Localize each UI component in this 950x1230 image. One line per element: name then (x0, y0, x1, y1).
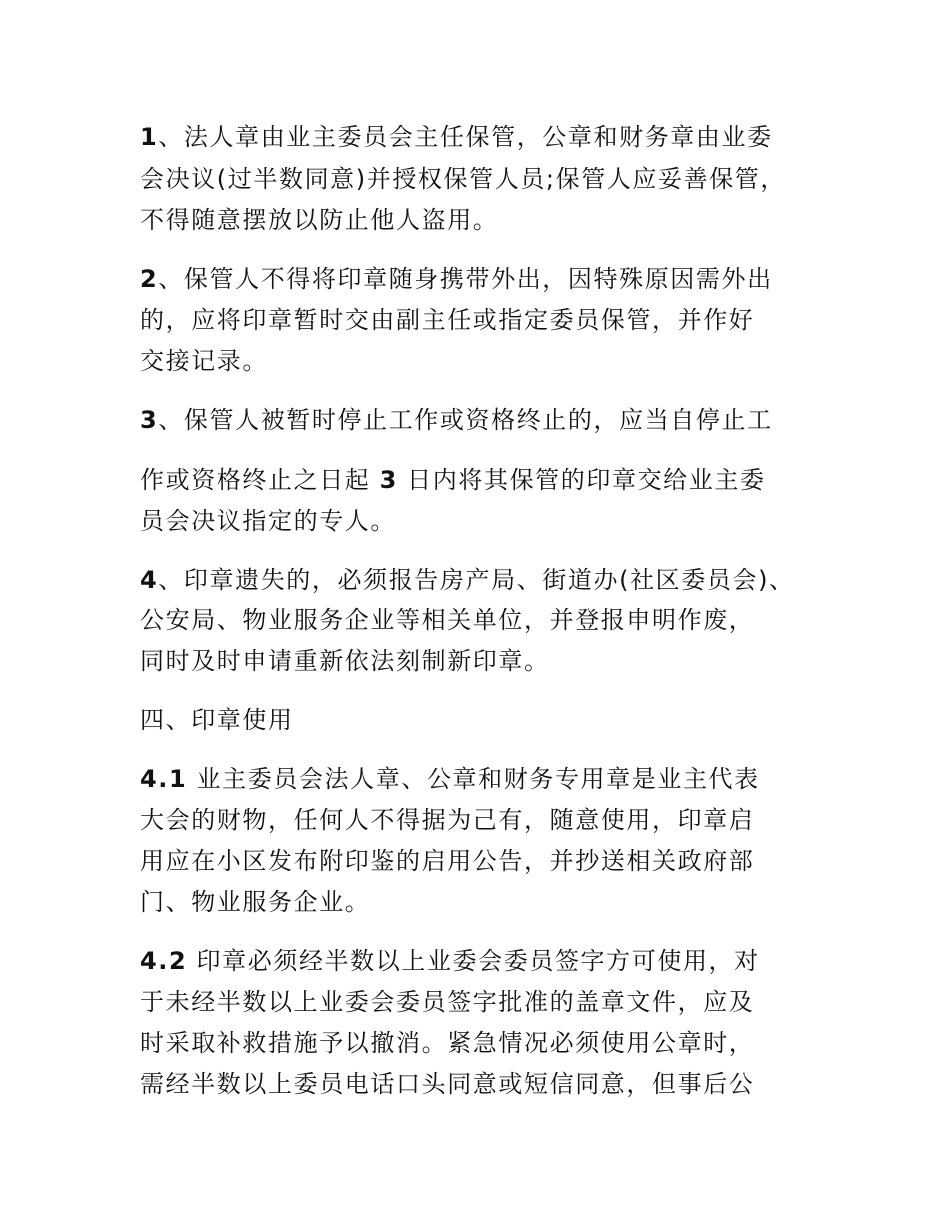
clause-3-text: 、保管人被暂时停止工作或资格终止的，应当自停止工 (158, 406, 773, 434)
clause-3-text-b: 日内将其保管的印章交给业主委 (397, 466, 766, 494)
clause-4-number: 4 (140, 566, 159, 594)
clause-1-line-1 (140, 122, 773, 152)
clause-2-line-2: 的，应将印章暂时交由副主任或指定委员保管，并作好 (140, 306, 755, 334)
clause-2-text: 、保管人不得将印章随身携带外出，因特殊原因需外出 (158, 265, 773, 293)
clause-3-line-1 (140, 405, 773, 435)
clause-4-2-line-4: 需经半数以上委员电话口头同意或短信同意，但事后公 (140, 1070, 755, 1098)
clause-4-1-line-3: 用应在小区发布附印鉴的启用公告，并抄送相关政府部 (140, 847, 755, 875)
clause-4-text: 、印章遗失的，必须报告房产局、街道办(社区委员会)、 (158, 566, 795, 594)
clause-1-number: 1 (140, 123, 159, 151)
clause-2-number: 2 (140, 265, 159, 293)
section-heading: 四、印章使用 (140, 706, 294, 734)
clause-4-2-line-1 (140, 946, 760, 976)
clause-4-1-line-1 (140, 764, 760, 794)
clause-2-line-3: 交接记录。 (140, 347, 268, 375)
clause-3-line-3: 员会决议指定的专人。 (140, 507, 396, 535)
clause-1-line-2: 会决议(过半数同意)并授权保管人员;保管人应妥善保管， (140, 165, 787, 193)
clause-3-number: 3 (140, 406, 159, 434)
clause-4-line-2: 公安局、物业服务企业等相关单位，并登报申明作废， (140, 606, 755, 634)
clause-4-line-3: 同时及时申请重新依法刻制新印章。 (140, 647, 550, 675)
clause-4-2-number: 4.2 (140, 947, 188, 975)
clause-4-1-number: 4.1 (140, 765, 188, 793)
clause-1-line-3: 不得随意摆放以防止他人盗用。 (140, 206, 499, 234)
clause-2-line-1 (140, 264, 773, 294)
clause-4-1-line-4: 门、物业服务企业。 (140, 888, 371, 916)
clause-4-1-text: 业主委员会法人章、公章和财务专用章是业主代表 (187, 765, 760, 793)
clause-3-days: 3 (379, 466, 398, 494)
clause-3-text-a: 作或资格终止之日起 (140, 466, 380, 494)
clause-3-line-2 (140, 465, 766, 495)
clause-4-2-text: 印章必须经半数以上业委会委员签字方可使用，对 (187, 947, 760, 975)
clause-4-line-1 (140, 565, 795, 595)
clause-4-1-line-2: 大会的财物，任何人不得据为己有，随意使用，印章启 (140, 806, 755, 834)
clause-4-2-line-3: 时采取补救措施予以撤消。紧急情况必须使用公章时， (140, 1029, 755, 1057)
clause-4-2-line-2: 于未经半数以上业委会委员签字批准的盖章文件，应及 (140, 988, 755, 1016)
clause-1-text: 、法人章由业主委员会主任保管，公章和财务章由业委 (158, 123, 773, 151)
